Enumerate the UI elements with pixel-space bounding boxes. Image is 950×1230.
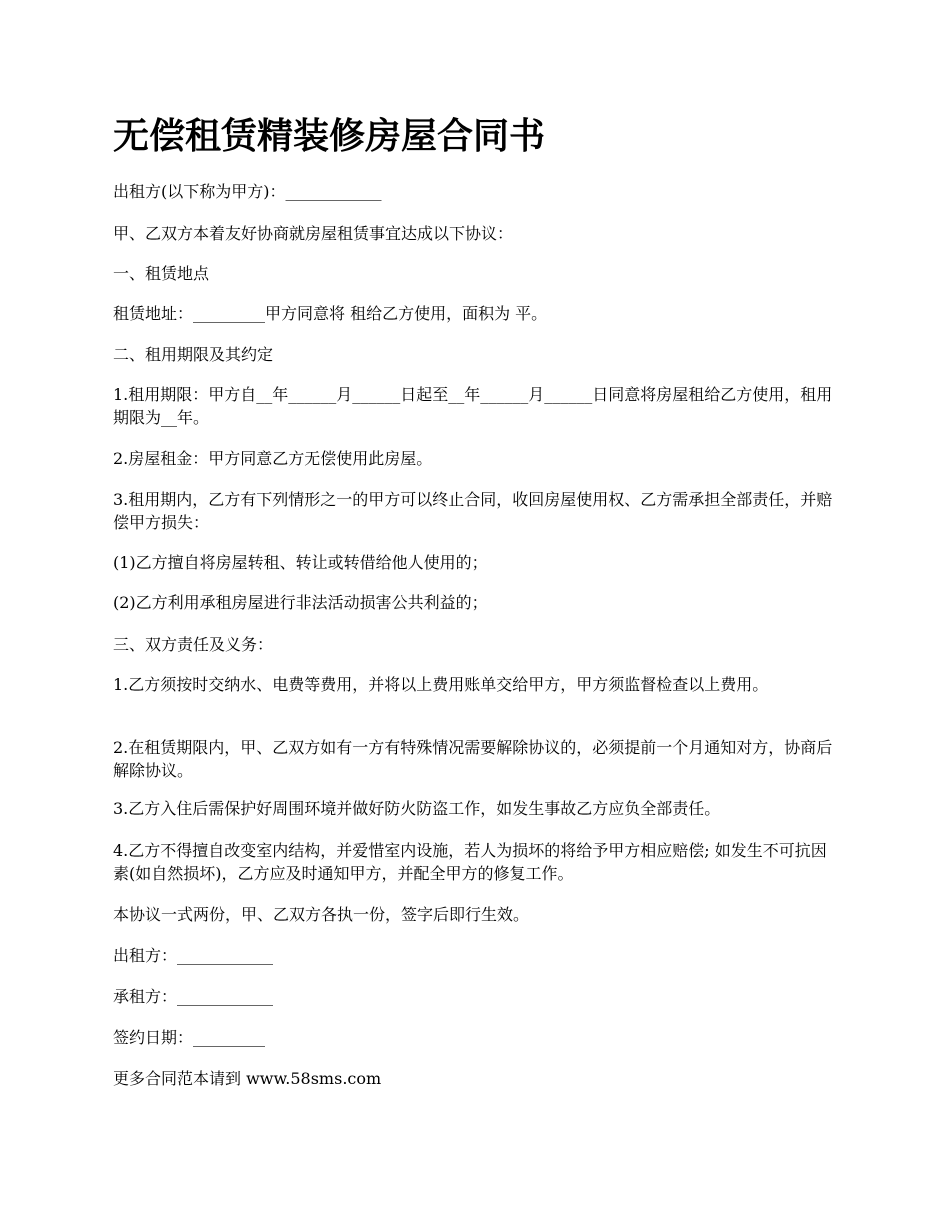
section-heading-term: 二、租用期限及其约定 <box>113 345 274 364</box>
effect-statement: 本协议一式两份，甲、乙双方各执一份，签字后即行生效。 <box>113 905 530 924</box>
signing-date-line: 签约日期：_________ <box>113 1028 266 1047</box>
duty-2: 2.在租赁期限内，甲、乙双方如有一方有特殊情况需要解除协议的，必须提前一个月通知对方，协商后解除协议。 <box>113 738 833 780</box>
section-heading-location: 一、租赁地点 <box>113 264 210 283</box>
lease-address-line: 租赁地址：_________甲方同意将 租给乙方使用，面积为 平。 <box>113 304 548 323</box>
lessor-line: 出租方(以下称为甲方)：____________ <box>113 182 382 201</box>
duty-1: 1.乙方须按时交纳水、电费等费用，并将以上费用账单交给甲方，甲方须监督检查以上费用。 <box>113 675 769 694</box>
clause-item-1: (1)乙方擅自将房屋转租、转让或转借给他人使用的； <box>113 553 488 572</box>
lessor-signature-line: 出租方：____________ <box>113 946 274 965</box>
footer-note: 更多合同范本请到 www.58sms.com <box>113 1069 382 1088</box>
document-title: 无偿租赁精装修房屋合同书 <box>113 115 546 157</box>
clause-termination: 3.租用期内，乙方有下列情形之一的甲方可以终止合同，收回房屋使用权、乙方需承担全部责任，并赔偿甲方损失： <box>113 490 833 532</box>
intro-paragraph: 甲、乙双方本着友好协商就房屋租赁事宜达成以下协议： <box>113 224 514 243</box>
duty-3: 3.乙方入住后需保护好周围环境并做好防火防盗工作，如发生事故乙方应负全部责任。 <box>113 799 721 818</box>
clause-rent: 2.房屋租金：甲方同意乙方无偿使用此房屋。 <box>113 449 433 468</box>
clause-term: 1.租用期限：甲方自__年______月______日起至__年______月______日同意将房屋租给乙方使用，租用期限为__年。 <box>113 385 833 427</box>
section-heading-duties: 三、双方责任及义务： <box>113 635 274 654</box>
duty-4: 4.乙方不得擅自改变室内结构，并爱惜室内设施，若人为损坏的将给予甲方相应赔偿; 如发生不可抗因素(如自然损坏)，乙方应及时通知甲方，并配全甲方的修复工作。 <box>113 841 827 883</box>
clause-item-2: (2)乙方利用承租房屋进行非法活动损害公共利益的； <box>113 593 488 612</box>
lessee-signature-line: 承租方：____________ <box>113 987 274 1006</box>
